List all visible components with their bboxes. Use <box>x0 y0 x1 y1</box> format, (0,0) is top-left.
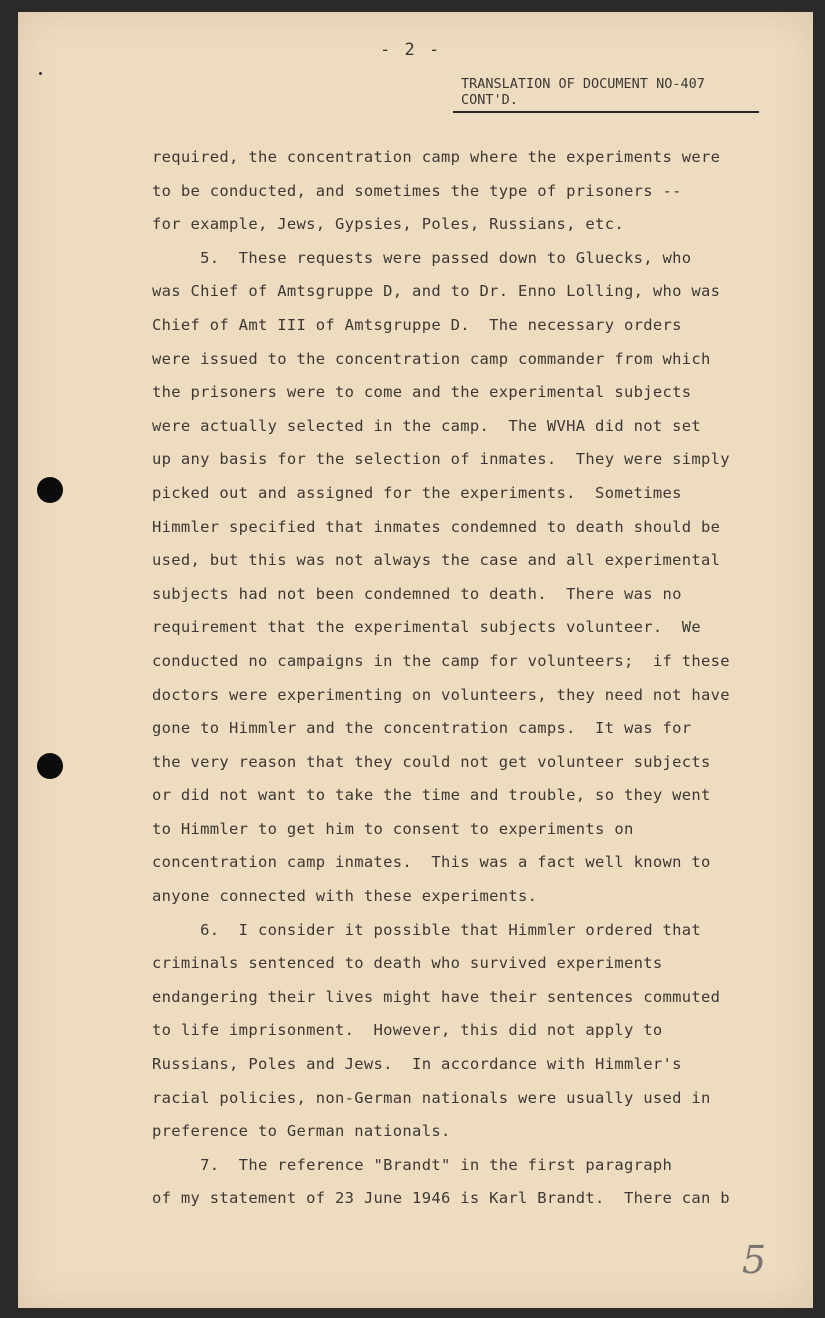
text-line: doctors were experimenting on volunteers, they need not have <box>152 685 730 704</box>
text-line: to be conducted, and sometimes the type of prisoners -- <box>152 181 682 200</box>
text-line: requirement that the experimental subjects volunteer. We <box>152 618 702 637</box>
text-line: required, the concentration camp where the experiments were <box>152 148 721 166</box>
text-line: criminals sentenced to death who survived experiments <box>152 954 663 973</box>
text-line: racial policies, non-German nationals were usually used in <box>152 1088 711 1107</box>
text-line: used, but this was not always the case and all experimental <box>152 551 721 570</box>
document-header <box>461 76 705 108</box>
text-line: Russians, Poles and Jews. In accordance with Himmler's <box>152 1055 682 1074</box>
handwritten-page-mark: 5 <box>742 1238 767 1282</box>
text-line: was Chief of Amtsgruppe D, and to Dr. Enno Lolling, who was <box>152 282 721 301</box>
text-line: were issued to the concentration camp commander from which <box>152 349 711 368</box>
text-line: concentration camp inmates. This was a fact well known to <box>152 853 711 872</box>
header-line-1: TRANSLATION OF DOCUMENT NO-407 <box>461 76 705 92</box>
header-underline <box>453 111 759 113</box>
text-line: to Himmler to get him to consent to experiments on <box>152 819 634 838</box>
paper-speck <box>39 72 42 75</box>
punch-hole-top <box>37 477 63 503</box>
text-line: preference to German nationals. <box>152 1122 451 1141</box>
text-line: 6. I consider it possible that Himmler ordered that <box>152 920 702 939</box>
header-line-2: CONT'D. <box>461 92 518 108</box>
text-line: conducted no campaigns in the camp for volunteers; if these <box>152 651 730 670</box>
text-line: of my statement of 23 June 1946 is Karl Brandt. There can b <box>152 1189 730 1208</box>
text-line: picked out and assigned for the experiments. Sometimes <box>152 483 682 502</box>
punch-hole-bottom <box>37 753 63 779</box>
text-line: or did not want to take the time and trouble, so they went <box>152 786 711 805</box>
text-line: subjects had not been condemned to death. There was no <box>152 584 682 603</box>
text-line: 5. These requests were passed down to Gluecks, who <box>152 248 692 267</box>
text-line: Himmler specified that inmates condemned to death should be <box>152 517 721 536</box>
text-line: endangering their lives might have their sentences commuted <box>152 987 721 1006</box>
text-line: for example, Jews, Gypsies, Poles, Russians, etc. <box>152 215 624 234</box>
text-line: the prisoners were to come and the experimental subjects <box>152 383 692 402</box>
text-line: were actually selected in the camp. The WVHA did not set <box>152 416 702 435</box>
text-line: gone to Himmler and the concentration camps. It was for <box>152 719 692 738</box>
page-number: - 2 - <box>380 40 442 60</box>
text-line: the very reason that they could not get volunteer subjects <box>152 752 711 771</box>
text-line: to life imprisonment. However, this did not apply to <box>152 1021 663 1040</box>
text-line: 7. The reference "Brandt" in the first paragraph <box>152 1155 673 1174</box>
text-line: Chief of Amt III of Amtsgruppe D. The necessary orders <box>152 315 682 334</box>
body-text <box>152 141 792 1216</box>
text-line: anyone connected with these experiments. <box>152 887 538 906</box>
text-line: up any basis for the selection of inmates. They were simply <box>152 450 730 469</box>
